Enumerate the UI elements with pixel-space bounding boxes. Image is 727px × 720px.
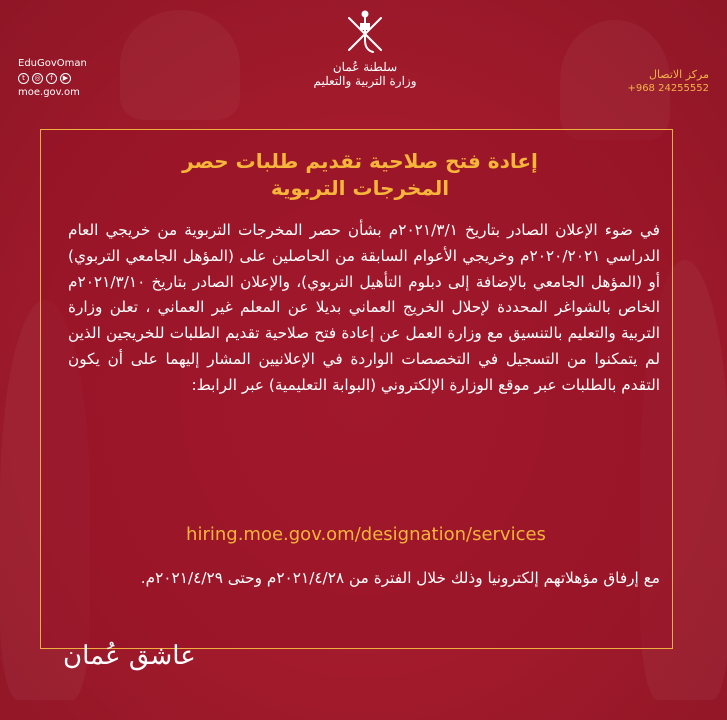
hiring-link[interactable]: hiring.moe.gov.om/designation/services <box>186 524 546 545</box>
contact-label: مركز الاتصال <box>648 68 709 81</box>
khanjar-emblem-icon <box>343 10 387 58</box>
website-link[interactable]: moe.gov.om <box>18 87 80 98</box>
social-block <box>18 58 87 99</box>
social-icons <box>18 73 87 84</box>
title-line-1: إعادة فتح صلاحية تقديم طلبات حصر <box>182 149 538 173</box>
social-handle: EduGovOman <box>18 58 87 69</box>
announcement-title <box>70 148 650 202</box>
ministry-name: وزارة التربية والتعليم <box>313 74 417 88</box>
twitter-icon[interactable]: t <box>18 73 29 84</box>
announcement-body: في ضوء الإعلان الصادر بتاريخ ٢٠٢١/٣/١م بشأن حصر المخرجات التربوية من خريجي العام الدراسي ٢٠٢٠/٢٠٢١م وخريجي الأعوام السابقة من الحاصلين على (المؤهل الجامعي التربوي) أو (المؤهل الجامعي بالإضافة إلى دبلوم التأهيل التربوي)، والإعلان الصادر بتاريخ ٢٠٢١/٣/١٠م الخاص بالشواغر المحددة لإحلال الخريج العماني بديلا عن المعلم غير العماني ، تعلن وزارة التربية والتعليم بالتنسيق مع وزارة العمل عن إعادة فتح صلاحية تقديم الطلبات للخريجين الذين لم يتمكنوا من التسجيل في التخصصات الواردة في الإعلانيين المشار إليهما على أن يكون التقدم بالطلبات عبر موقع الوزارة الإلكتروني (البوابة التعليمية) عبر الرابط: <box>68 221 660 394</box>
title-line-2: المخرجات التربوية <box>270 176 450 200</box>
ministry-logo <box>310 10 420 110</box>
sultanate-name: سلطنة عُمان <box>332 60 398 74</box>
watermark-signature: عاشق عُمان <box>63 641 196 671</box>
contact-phone: +968 24255552 <box>627 83 709 94</box>
instagram-icon[interactable]: ◎ <box>32 73 43 84</box>
youtube-icon[interactable]: ▶ <box>60 73 71 84</box>
announcement-closing: مع إرفاق مؤهلاتهم إلكترونيا وذلك خلال الفترة من ٢٠٢١/٤/٢٨م وحتى ٢٠٢١/٤/٢٩م. <box>140 569 660 587</box>
facebook-icon[interactable]: f <box>46 73 57 84</box>
background-figure <box>120 10 240 120</box>
contact-block <box>627 68 709 95</box>
